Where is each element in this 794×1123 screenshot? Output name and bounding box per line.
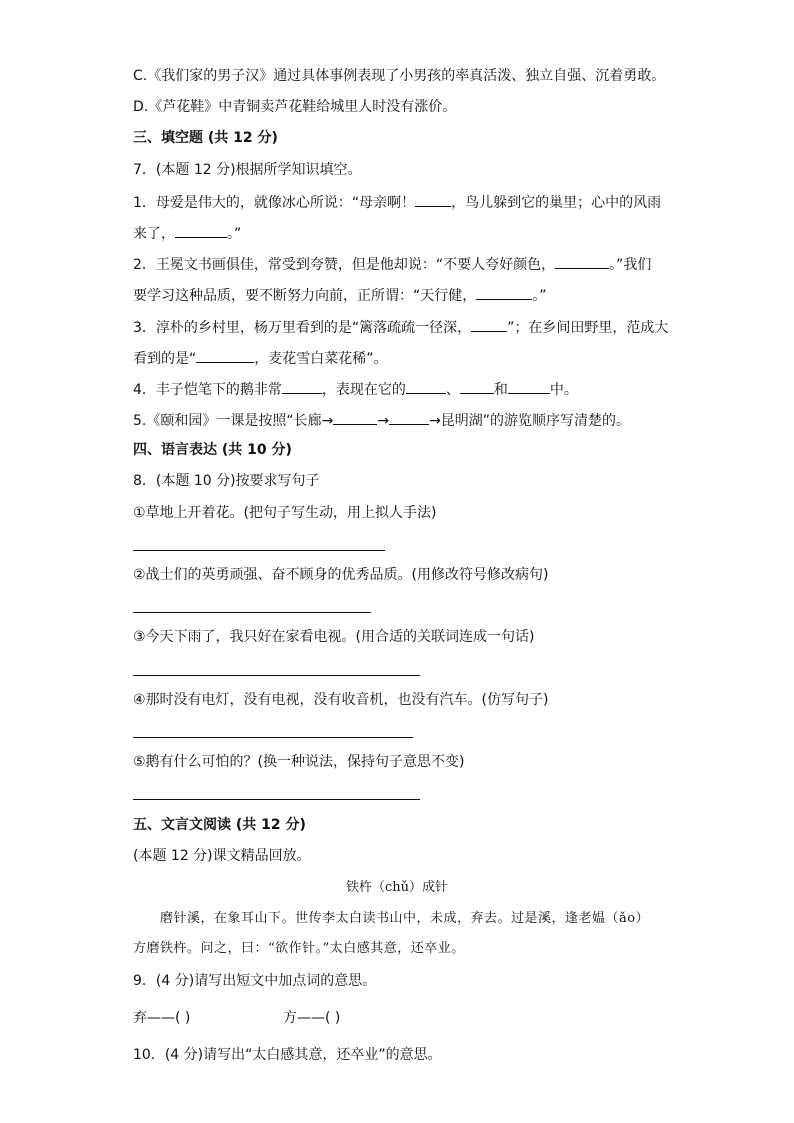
blank[interactable] [476,284,532,300]
blank[interactable] [196,347,254,363]
blank[interactable] [406,378,446,394]
section3-heading: 三、填空题 (共 12 分) [133,130,278,146]
classical-text-line-1: 磨针溪，在象耳山下。世传李太白读书山中，未成，弃去。过是溪，逢老媪（ǎo） [160,911,650,926]
fill-item-5: 5.《颐和园》一课是按照“长廊→ → →昆明湖”的游览顺序写清楚的。 [133,409,630,431]
section5-intro: (本题 12 分)课文精品回放。 [133,848,311,864]
option-c: C.《我们家的男子汉》通过具体事例表现了小男孩的率真活泼、独立自强、沉着勇敢。 [133,68,666,84]
fill-item-2: 2．王冕文书画俱佳，常受到夸赞，但是他却说：“不要人夸好颜色， 。”我们 [133,253,651,275]
fill-item-2-cont: 要学习这种品质，要不断努力向前，正所谓：“天行健， 。” [133,284,547,306]
sentence-task-3: ③今天下雨了，我只好在家看电视。(用合适的关联词连成一句话) [133,629,535,645]
question-9: 9．(4 分)请写出短文中加点词的意思。 [133,973,377,989]
question-8: 8．(本题 10 分)按要求写句子 [133,473,320,489]
blank[interactable] [389,409,429,425]
fill-item-4: 4．丰子恺笔下的鹅非常 ，表现在它的 、 和 中。 [133,378,578,400]
sentence-task-2: ②战士们的英勇顽强、奋不顾身的优秀品质。(用修改符号修改病句) [133,567,549,583]
blank[interactable] [415,191,451,207]
fill-item-1-cont: 来了， 。” [133,222,241,244]
blank[interactable] [508,378,550,394]
option-d: D.《芦花鞋》中青铜卖芦花鞋给城里人时没有涨价。 [133,99,457,115]
answer-line[interactable] [133,799,420,800]
blank[interactable] [333,409,377,425]
classical-text-line-2: 方磨铁杵。问之，曰：“欲作针。”太白感其意，还卒业。 [133,941,465,956]
blank[interactable] [555,253,609,269]
blank[interactable] [282,378,322,394]
classical-title: 铁杵（chǔ）成针 [345,880,449,895]
fill-item-3-cont: 看到的是“ ，麦花雪白菜花稀”。 [133,347,388,369]
answer-line[interactable] [133,550,385,551]
word-meaning-qi[interactable]: 弃——( ) [133,1010,191,1026]
answer-line[interactable] [133,675,420,676]
fill-item-1: 1．母爱是伟大的，就像冰心所说：“母亲啊！ ，鸟儿躲到它的巢里；心中的风雨 [133,191,661,213]
answer-line[interactable] [133,612,371,613]
sentence-task-5: ⑤鹅有什么可怕的？(换一种说法，保持句子意思不变) [133,754,465,770]
blank[interactable] [460,378,494,394]
section4-heading: 四、语言表达 (共 10 分) [133,442,292,458]
fill-item-3: 3．淳朴的乡村里，杨万里看到的是“篱落疏疏一径深， ”；在乡间田野里，范成大 [133,316,668,338]
sentence-task-1: ①草地上开着花。(把句子写生动，用上拟人手法) [133,505,437,521]
answer-line[interactable] [133,737,413,738]
word-meaning-fang[interactable]: 方——( ) [283,1010,341,1026]
question-10: 10．(4 分)请写出“太白感其意，还卒业”的意思。 [133,1047,442,1063]
blank[interactable] [471,316,507,332]
question-7: 7．(本题 12 分)根据所学知识填空。 [133,162,362,178]
sentence-task-4: ④那时没有电灯，没有电视，没有收音机，也没有汽车。(仿写句子) [133,692,549,708]
section5-heading: 五、文言文阅读 (共 12 分) [133,817,306,833]
blank[interactable] [175,222,227,238]
